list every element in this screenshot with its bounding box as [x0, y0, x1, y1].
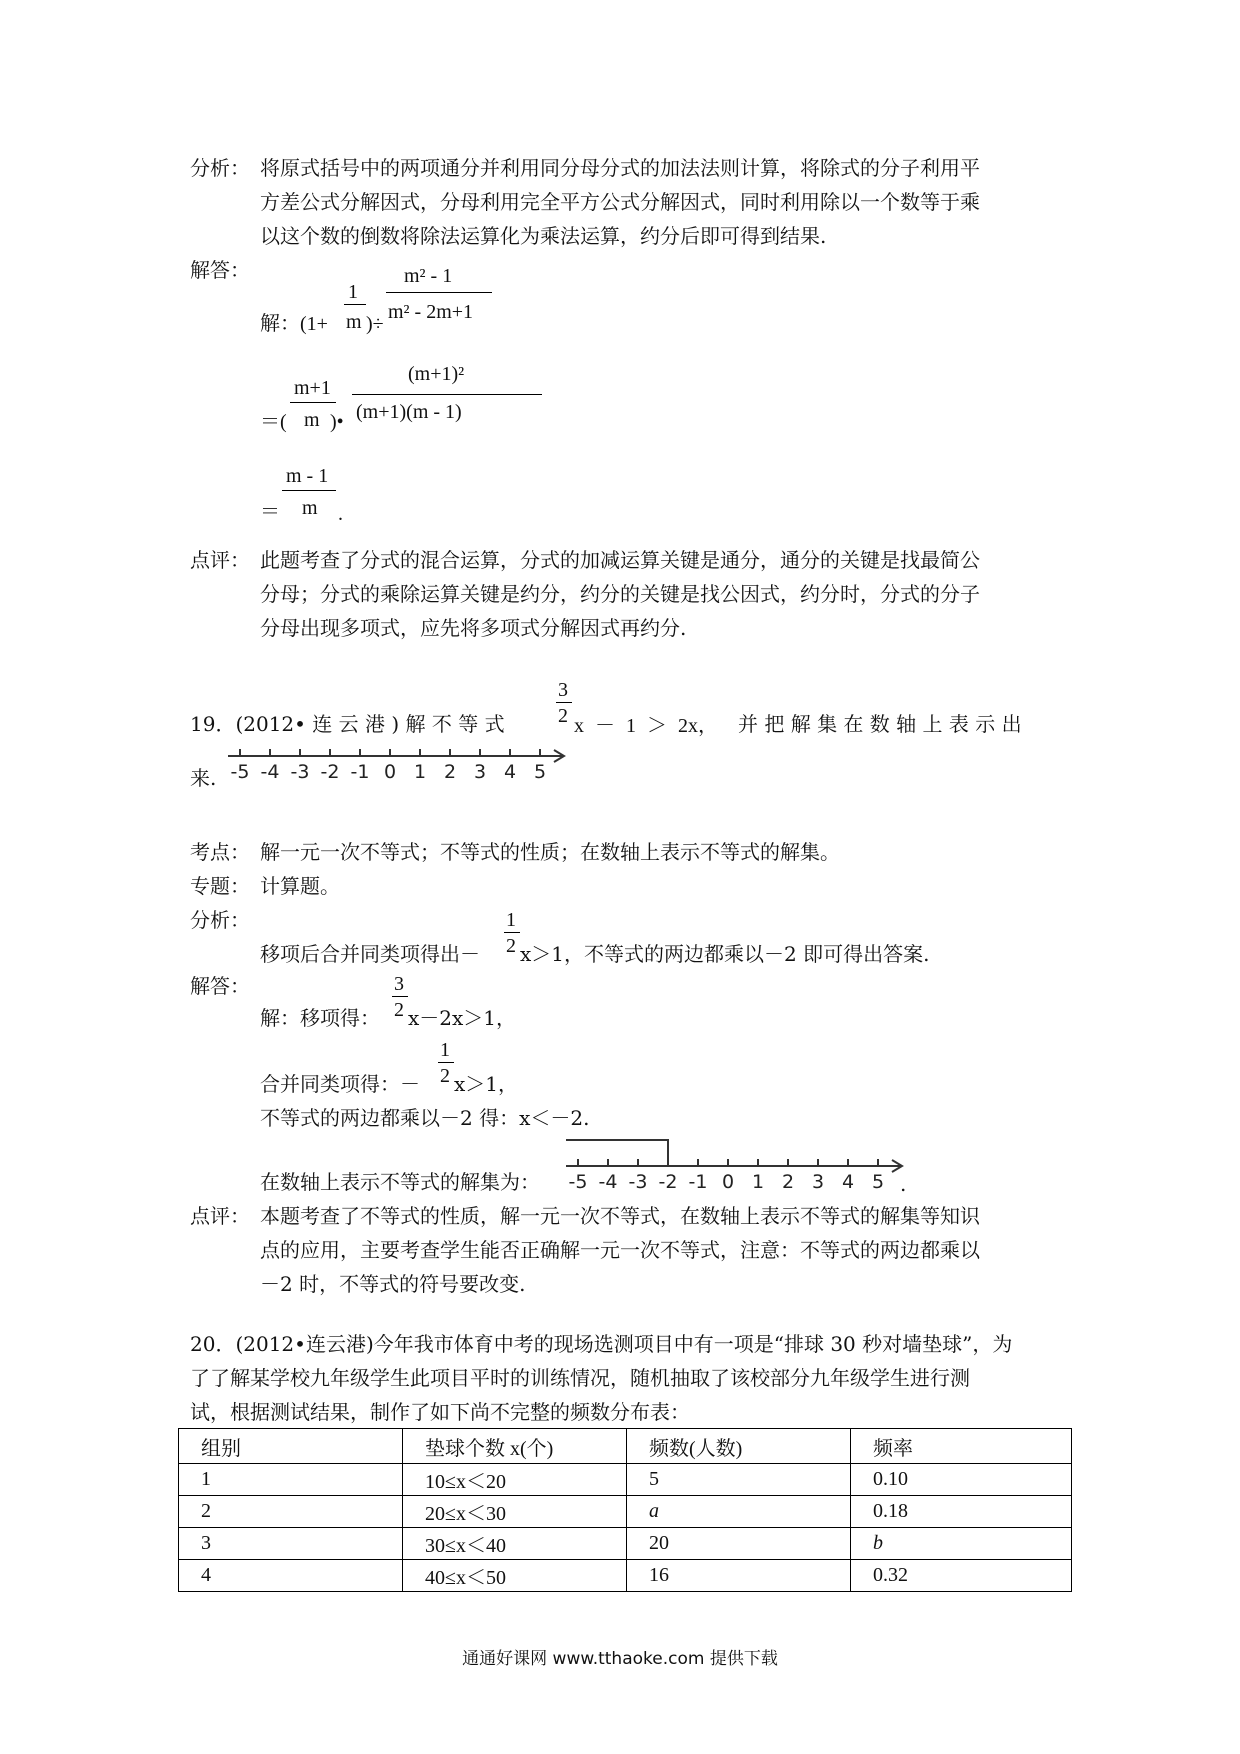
- q19-line2-prefix: 来.: [190, 766, 217, 790]
- q18-step1-big-num: m² - 1: [404, 265, 453, 287]
- q19-analysis-label: 分析：: [190, 908, 250, 932]
- q19-kaodian: 解一元一次不等式；不等式的性质；在数轴上表示不等式的解集。: [260, 840, 840, 864]
- q19-s2-suffix: x＞1，: [454, 1072, 519, 1096]
- axis-tick-label: -1: [350, 761, 370, 783]
- q18-step2-big-bar: [352, 394, 542, 395]
- q18-comment-line-1: 此题考查了分式的混合运算，分式的加减运算关键是通分，通分的关键是找最简公: [260, 548, 980, 572]
- axis-tick-label: -3: [628, 1171, 648, 1193]
- q18-comment-line-2: 分母；分式的乘除运算关键是约分，约分的关键是找公因式，约分时，分式的分子: [260, 582, 980, 606]
- axis-tick-label: 4: [841, 1171, 855, 1193]
- q19-answer-label: 解答：: [190, 974, 250, 998]
- q18-step1-frac-num: 1: [348, 281, 358, 303]
- q20-line-1: 20．(2012•连云港)今年我市体育中考的现场选测项目中有一项是“排球 30 秒对墙垫球”，为: [190, 1332, 1013, 1356]
- table-cell: 20: [627, 1528, 851, 1560]
- table-header-cell: 频数(人数): [627, 1429, 851, 1464]
- q19-kaodian-label: 考点：: [190, 840, 250, 864]
- q18-step2-prefix: ＝(: [260, 411, 287, 433]
- q18-analysis-label: 分析：: [190, 156, 250, 180]
- axis-tick-label: 5: [533, 761, 547, 783]
- axis-tick-label: -5: [568, 1171, 588, 1193]
- table-header-cell: 垫球个数 x(个): [403, 1429, 627, 1464]
- solution-region-bracket: [566, 1140, 668, 1166]
- q18-step3-frac-num: m - 1: [286, 465, 329, 487]
- q19-analysis-frac-bar: [504, 932, 520, 933]
- axis-tick-label: -1: [688, 1171, 708, 1193]
- axis-tick-label: -4: [598, 1171, 618, 1193]
- q19-analysis-prefix: 移项后合并同类项得出－: [260, 942, 480, 966]
- q19-analysis-suffix: x＞1，不等式的两边都乘以－2 即可得出答案.: [520, 942, 930, 966]
- q18-step1-close: )÷: [366, 313, 384, 335]
- axis-tick-label: 5: [871, 1171, 885, 1193]
- q18-step1-big-bar: [386, 292, 492, 293]
- q18-step3-frac-bar: [282, 490, 336, 491]
- q18-comment-line-3: 分母出现多项式，应先将多项式分解因式再约分.: [260, 616, 687, 640]
- q19-s4-prefix: 在数轴上表示不等式的解集为：: [260, 1170, 540, 1194]
- q18-step2-big-den: (m+1)(m - 1): [356, 401, 462, 423]
- q18-step1-big-den: m² - 2m+1: [388, 301, 474, 323]
- q19-s2-frac-bar: [438, 1062, 454, 1063]
- q19-s2-frac-den: 2: [440, 1065, 450, 1087]
- axis-tick-label: -3: [290, 761, 310, 783]
- q18-step2-frac-bar: [290, 402, 336, 403]
- axis-tick-label: 4: [503, 761, 517, 783]
- q19-comment-label: 点评：: [190, 1204, 250, 1228]
- table-cell: b: [851, 1528, 1072, 1560]
- axis-tick-label: 3: [811, 1171, 825, 1193]
- q19-line1-suffix: 并 把 解 集 在 数 轴 上 表 示 出: [738, 712, 1022, 736]
- axis-tick-label: 1: [751, 1171, 765, 1193]
- q19-frac-bar: [556, 702, 572, 703]
- axis-tick-label: -5: [230, 761, 250, 783]
- q19-s1-prefix: 解：移项得：: [260, 1006, 380, 1030]
- q19-s2-frac-num: 1: [440, 1039, 450, 1061]
- q19-s4-suffix: .: [900, 1172, 907, 1196]
- table-cell: 40≤x＜50: [403, 1560, 627, 1592]
- axis-tick-label: 3: [473, 761, 487, 783]
- q19-zhuanti-label: 专题：: [190, 874, 250, 898]
- table-cell: 20≤x＜30: [403, 1496, 627, 1528]
- q18-step2-frac-num: m+1: [294, 377, 331, 399]
- axis-tick-label: -2: [658, 1171, 678, 1193]
- axis-tick-label: 0: [721, 1171, 735, 1193]
- axis-tick-label: -4: [260, 761, 280, 783]
- table-cell: 0.18: [851, 1496, 1072, 1528]
- q18-comment-label: 点评：: [190, 548, 250, 572]
- table-cell: 16: [627, 1560, 851, 1592]
- q19-s1-suffix: x－2x＞1，: [408, 1006, 517, 1030]
- q19-frac-den: 2: [558, 705, 568, 727]
- q18-step2-big-num: (m+1)²: [408, 363, 465, 385]
- number-line-solution: [566, 1130, 906, 1194]
- q19-comment-line-3: －2 时，不等式的符号要改变.: [260, 1272, 526, 1296]
- axis-tick-label: 0: [383, 761, 397, 783]
- q18-step1-frac-den: m: [346, 311, 362, 333]
- axis-tick-label: 2: [781, 1171, 795, 1193]
- table-header-cell: 组别: [179, 1429, 403, 1464]
- q19-s2-prefix: 合并同类项得：－: [260, 1072, 420, 1096]
- q19-zhuanti: 计算题。: [260, 874, 340, 898]
- table-header-cell: 频率: [851, 1429, 1072, 1464]
- axis-tick-label: -2: [320, 761, 340, 783]
- q19-comment-line-2: 点的应用，主要考查学生能否正确解一元一次不等式，注意：不等式的两边都乘以: [260, 1238, 980, 1262]
- q20-line-2: 了了解某学校九年级学生此项目平时的训练情况，随机抽取了该校部分九年级学生进行测: [190, 1366, 970, 1390]
- axis-tick-label: 1: [413, 761, 427, 783]
- q19-analysis-frac-den: 2: [506, 935, 516, 957]
- q18-step2-close: )•: [330, 411, 344, 433]
- page-footer: 通通好课网 www.tthaoke.com 提供下载: [462, 1649, 778, 1669]
- table-cell: 10≤x＜20: [403, 1464, 627, 1496]
- q18-step3-prefix: ＝: [260, 501, 280, 523]
- table-cell: 0.10: [851, 1464, 1072, 1496]
- q18-analysis-line-1: 将原式括号中的两项通分并利用同分母分式的加法法则计算，将除式的分子利用平: [260, 156, 980, 180]
- frequency-table: [178, 1428, 1072, 1592]
- q19-s1-frac-bar: [392, 996, 408, 997]
- q18-step1-frac-bar: [344, 304, 366, 305]
- table-row: [179, 1528, 1072, 1560]
- table-cell: 2: [179, 1496, 403, 1528]
- table-header-row: [179, 1429, 1072, 1464]
- table-row: [179, 1496, 1072, 1528]
- table-cell: a: [627, 1496, 851, 1528]
- q19-s1-frac-den: 2: [394, 999, 404, 1021]
- table-cell: 3: [179, 1528, 403, 1560]
- table-cell: 0.32: [851, 1560, 1072, 1592]
- q18-step2-frac-den: m: [304, 409, 320, 431]
- table-row: [179, 1464, 1072, 1496]
- table-cell: 30≤x＜40: [403, 1528, 627, 1560]
- table-row: [179, 1560, 1072, 1592]
- q18-step3-suffix: .: [338, 503, 343, 525]
- table-cell: 4: [179, 1560, 403, 1592]
- q18-step3-frac-den: m: [302, 497, 318, 519]
- number-line-question: [228, 740, 568, 796]
- q18-analysis-line-2: 方差公式分解因式，分母利用完全平方公式分解因式，同时利用除以一个数等于乘: [260, 190, 980, 214]
- table-cell: 5: [627, 1464, 851, 1496]
- q19-frac-num: 3: [558, 679, 568, 701]
- axis-tick-label: 2: [443, 761, 457, 783]
- q18-step1-prefix: 解：(1+: [260, 313, 328, 335]
- q19-comment-line-1: 本题考查了不等式的性质，解一元一次不等式，在数轴上表示不等式的解集等知识: [260, 1204, 980, 1228]
- q18-analysis-line-3: 以这个数的倒数将除法运算化为乘法运算，约分后即可得到结果.: [260, 224, 827, 248]
- q18-answer-label: 解答：: [190, 258, 250, 282]
- q19-s3: 不等式的两边都乘以－2 得：x＜－2.: [260, 1106, 590, 1130]
- q19-line1-expr: x － 1 ＞ 2x，: [574, 715, 718, 737]
- q19-analysis-frac-num: 1: [506, 909, 516, 931]
- q19-s1-frac-num: 3: [394, 973, 404, 995]
- table-cell: 1: [179, 1464, 403, 1496]
- q20-line-3: 试，根据测试结果，制作了如下尚不完整的频数分布表：: [190, 1400, 690, 1424]
- q19-line1-prefix: 19．(2012• 连 云 港 ) 解 不 等 式: [190, 712, 505, 736]
